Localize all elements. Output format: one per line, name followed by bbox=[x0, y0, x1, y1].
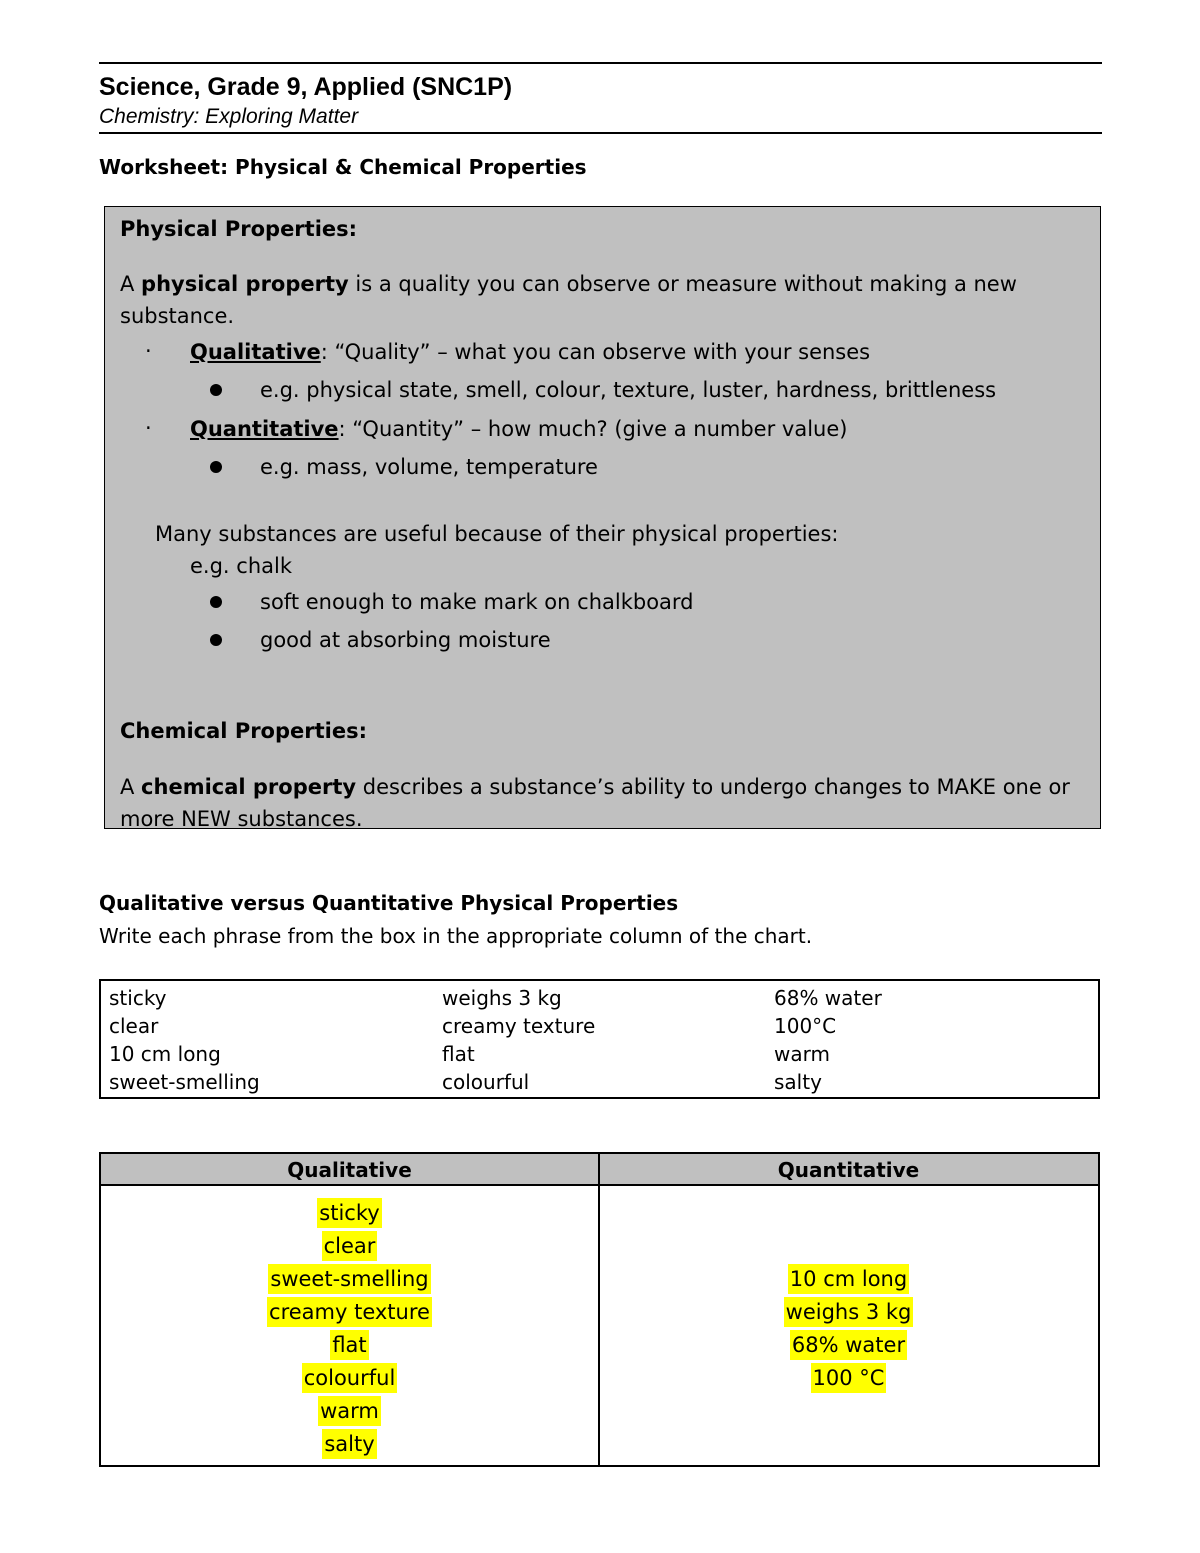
bullet-icon bbox=[210, 596, 222, 608]
qualitative-answer: sweet-smelling bbox=[268, 1264, 430, 1294]
small-bullet-icon: · bbox=[145, 416, 152, 440]
phrase-item: weighs 3 kg bbox=[442, 986, 562, 1010]
chemical-property-term: chemical property bbox=[141, 775, 357, 799]
bullet-icon bbox=[210, 384, 222, 396]
useful-point: good at absorbing moisture bbox=[260, 628, 551, 652]
chemical-properties-heading: Chemical Properties: bbox=[120, 719, 367, 743]
top-rule bbox=[99, 62, 1102, 64]
qualitative-answer: warm bbox=[318, 1396, 381, 1426]
quantitative-example: e.g. mass, volume, temperature bbox=[260, 455, 598, 479]
qualitative-term: Qualitative bbox=[190, 340, 321, 364]
unit-subtitle: Chemistry: Exploring Matter bbox=[99, 105, 359, 128]
qualitative-answer: creamy texture bbox=[267, 1297, 432, 1327]
qualitative-column-header: Qualitative bbox=[287, 1158, 412, 1182]
qualitative-answer: clear bbox=[322, 1231, 378, 1261]
properties-info-box bbox=[104, 206, 1101, 829]
qualitative-answer: colourful bbox=[302, 1363, 398, 1393]
small-bullet-icon: · bbox=[145, 339, 152, 363]
qualitative-column bbox=[101, 1197, 598, 1461]
chemical-property-definition: A chemical property describes a substance’s ability to undergo changes to MAKE one or bbox=[120, 775, 1070, 799]
phrase-item: creamy texture bbox=[442, 1014, 596, 1038]
quantitative-column bbox=[600, 1263, 1097, 1395]
bullet-icon bbox=[210, 461, 222, 473]
useful-point: soft enough to make mark on chalkboard bbox=[260, 590, 694, 614]
quantitative-answer: weighs 3 kg bbox=[784, 1297, 914, 1327]
qualitative-answer: salty bbox=[322, 1429, 376, 1459]
phrase-item: flat bbox=[442, 1042, 475, 1066]
qualitative-answer: sticky bbox=[317, 1198, 381, 1228]
quantitative-term: Quantitative bbox=[190, 417, 339, 441]
quantitative-answer: 10 cm long bbox=[788, 1264, 909, 1294]
phrase-item: 100°C bbox=[774, 1014, 837, 1038]
phrase-item: colourful bbox=[442, 1070, 530, 1094]
physical-property-definition-line2: substance. bbox=[120, 304, 235, 328]
phrase-item: warm bbox=[774, 1042, 830, 1066]
quantitative-definition: Quantitative: “Quantity” – how much? (give a number value) bbox=[190, 417, 848, 441]
physical-property-definition: A physical property is a quality you can observe or measure without making a new bbox=[120, 272, 1017, 296]
quantitative-answer: 68% water bbox=[790, 1330, 907, 1360]
physical-property-term: physical property bbox=[141, 272, 349, 296]
quantitative-answer: 100 °C bbox=[811, 1363, 887, 1393]
chemical-property-definition-line2: more NEW substances. bbox=[120, 807, 363, 829]
phrase-item: sweet-smelling bbox=[109, 1070, 260, 1094]
useful-properties-intro: Many substances are useful because of their physical properties: bbox=[155, 522, 839, 546]
phrase-item: 10 cm long bbox=[109, 1042, 221, 1066]
quantitative-column-header: Quantitative bbox=[777, 1158, 920, 1182]
qualitative-example: e.g. physical state, smell, colour, texture, luster, hardness, brittleness bbox=[260, 378, 997, 402]
phrase-box bbox=[99, 979, 1100, 1099]
physical-properties-heading: Physical Properties: bbox=[120, 217, 358, 241]
phrase-item: salty bbox=[774, 1070, 822, 1094]
qualitative-answer: flat bbox=[330, 1330, 368, 1360]
worksheet-title: Worksheet: Physical & Chemical Properties bbox=[99, 155, 587, 179]
exercise-title: Qualitative versus Quantitative Physical Properties bbox=[99, 891, 679, 915]
useful-example: e.g. chalk bbox=[190, 554, 292, 578]
course-title: Science, Grade 9, Applied (SNC1P) bbox=[99, 73, 513, 101]
header-bottom-rule bbox=[99, 132, 1102, 134]
phrase-item: 68% water bbox=[774, 986, 882, 1010]
exercise-instruction: Write each phrase from the box in the appropriate column of the chart. bbox=[99, 924, 813, 948]
bullet-icon bbox=[210, 634, 222, 646]
answer-table bbox=[99, 1152, 1100, 1467]
phrase-item: clear bbox=[109, 1014, 159, 1038]
phrase-item: sticky bbox=[109, 986, 167, 1010]
qualitative-definition: Qualitative: “Quality” – what you can observe with your senses bbox=[190, 340, 871, 364]
